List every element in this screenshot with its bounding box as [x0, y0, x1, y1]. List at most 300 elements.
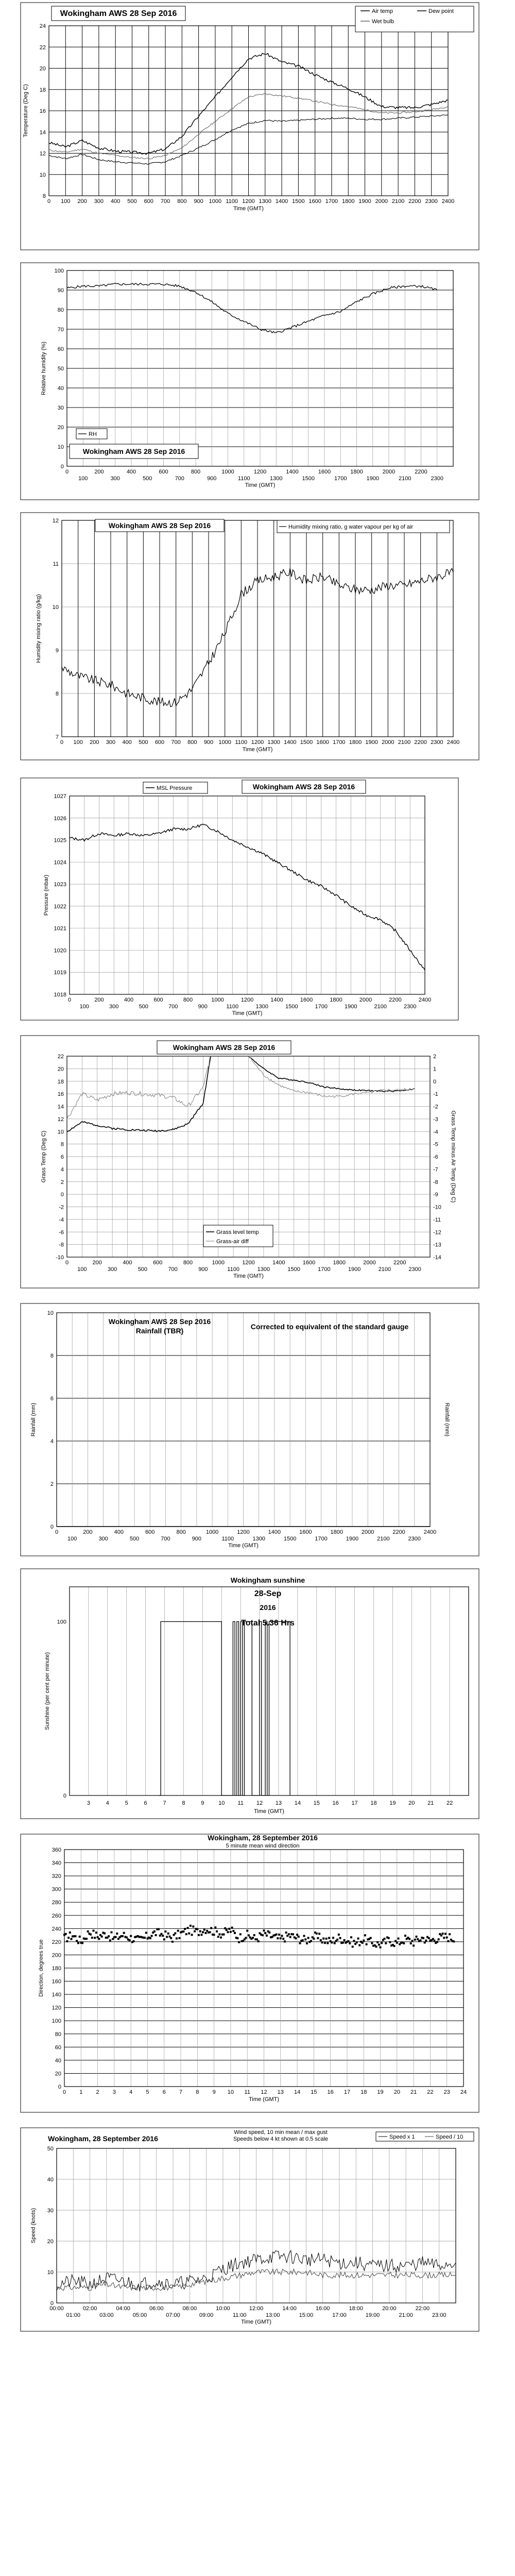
x-tick-label: 0: [67, 997, 72, 1003]
x-tick-label: 2300: [408, 1266, 421, 1273]
x-axis-label: Time (GMT): [254, 1808, 284, 1815]
legend-label: Humidity mixing ratio, g water vapour per kg of air: [288, 524, 414, 530]
x-tick-label: 400: [126, 469, 136, 475]
x-tick-label: 6: [144, 1800, 147, 1806]
y-tick-label: 14: [57, 1104, 64, 1110]
y-tick-label: 10: [39, 172, 46, 178]
x-tick-label: 0: [55, 1529, 59, 1535]
y-tick-label: 1021: [54, 925, 66, 932]
y-tick-label: 9: [55, 648, 59, 654]
direction-point: [227, 1931, 229, 1933]
chart-date: 28-Sep: [254, 1589, 282, 1598]
chart-title: Wokingham AWS 28 Sep 2016: [108, 521, 211, 530]
x-tick-label: 2000: [361, 1529, 374, 1535]
x-tick-label: 17:00: [332, 2312, 347, 2318]
x-tick-label: 20: [408, 1800, 415, 1806]
x-tick-label: 800: [183, 997, 193, 1003]
direction-point: [200, 1934, 202, 1936]
direction-point: [209, 1931, 211, 1933]
x-tick-label: 900: [203, 739, 214, 745]
x-tick-label: 18:00: [349, 2306, 364, 2312]
direction-point: [350, 1936, 352, 1938]
y-tick-label: 160: [52, 1978, 61, 1985]
y-tick-label: 320: [52, 1873, 61, 1880]
direction-point: [226, 1929, 228, 1931]
direction-point: [253, 1934, 255, 1936]
direction-point: [344, 1939, 346, 1941]
direction-point: [216, 1930, 218, 1933]
x-tick-label: 2100: [398, 739, 411, 745]
x-tick-label: 1100: [237, 476, 250, 482]
direction-point: [307, 1937, 310, 1939]
direction-point: [194, 1930, 196, 1933]
chart-title: Wokingham AWS 28 Sep 2016: [173, 1043, 276, 1052]
y2-tick-label: -11: [433, 1216, 441, 1223]
temperature-chart-frame: [21, 3, 479, 250]
direction-point: [446, 1937, 448, 1939]
direction-point: [203, 1929, 205, 1931]
x-tick-label: 2300: [431, 476, 443, 482]
x-tick-label: 2100: [378, 1266, 391, 1273]
y-axis-label: Speed (knots): [30, 2208, 37, 2244]
direction-point: [214, 1926, 216, 1928]
x-tick-label: 5: [125, 1800, 128, 1806]
y-tick-label: 1025: [54, 837, 66, 844]
y-tick-label: 10: [57, 1129, 64, 1136]
direction-point: [236, 1937, 238, 1939]
x-tick-label: 300: [107, 1266, 117, 1273]
direction-point: [210, 1927, 212, 1929]
direction-point: [213, 1934, 215, 1936]
direction-point: [410, 1942, 412, 1944]
direction-point: [232, 1930, 234, 1932]
direction-point: [375, 1945, 377, 1947]
x-tick-label: 1600: [302, 1260, 316, 1266]
x-tick-label: 1500: [292, 198, 305, 205]
direction-point: [417, 1938, 419, 1940]
direction-point: [277, 1937, 279, 1939]
direction-point: [123, 1932, 125, 1934]
y-tick-label: 40: [47, 2177, 54, 2183]
direction-point: [434, 1940, 436, 1942]
x-tick-label: 100: [67, 1536, 77, 1542]
y2-axis-label: Rainfall (mm): [444, 1402, 450, 1437]
y-tick-label: 16: [39, 108, 46, 114]
x-tick-label: 0: [65, 469, 69, 475]
x-tick-label: 1900: [345, 1004, 357, 1010]
x-tick-label: 08:00: [182, 2306, 197, 2312]
direction-point: [93, 1930, 95, 1932]
direction-point: [296, 1934, 298, 1936]
x-tick-label: 12: [256, 1800, 263, 1806]
y-tick-label: 80: [57, 307, 64, 313]
x-tick-label: 18: [360, 2089, 367, 2095]
x-tick-label: 1000: [218, 739, 231, 745]
direction-point: [378, 1944, 380, 1946]
x-tick-label: 2400: [447, 739, 460, 745]
y-tick-label: 1019: [54, 970, 66, 976]
x-tick-label: 18: [370, 1800, 377, 1806]
sunshine-chart-frame: [21, 1569, 479, 1819]
direction-point: [191, 1934, 193, 1936]
x-tick-label: 9: [201, 1800, 204, 1806]
direction-point: [170, 1937, 172, 1939]
direction-point: [281, 1935, 283, 1937]
mixing-ratio-chart-frame: [21, 513, 479, 760]
x-tick-label: 2200: [415, 469, 427, 475]
x-tick-label: 9: [212, 2089, 216, 2095]
x-tick-label: 19: [389, 1800, 396, 1806]
direction-point: [393, 1945, 396, 1947]
y-tick-label: 1020: [54, 947, 66, 954]
direction-point: [115, 1936, 117, 1938]
y-axis-label: Rainfall (mm): [30, 1402, 37, 1437]
direction-point: [182, 1930, 184, 1933]
y-axis-label: Relative humidity (%): [41, 342, 47, 395]
x-tick-label: 01:00: [66, 2312, 81, 2318]
x-tick-label: 1400: [272, 1260, 285, 1266]
chart-title: Wokingham AWS 28 Sep 2016: [252, 783, 355, 791]
x-tick-label: 0: [60, 739, 64, 745]
x-tick-label: 2200: [392, 1529, 405, 1535]
x-tick-label: 100: [73, 739, 83, 745]
direction-point: [192, 1925, 194, 1927]
x-tick-label: 300: [110, 476, 120, 482]
direction-point: [95, 1931, 97, 1934]
direction-point: [144, 1937, 146, 1939]
direction-point: [101, 1936, 103, 1938]
x-tick-label: 1200: [242, 1260, 255, 1266]
x-tick-label: 100: [79, 1004, 89, 1010]
direction-point: [104, 1933, 106, 1935]
x-tick-label: 1500: [285, 1004, 298, 1010]
x-tick-label: 1400: [284, 739, 297, 745]
x-tick-label: 15: [313, 1800, 320, 1806]
x-tick-label: 1800: [350, 469, 363, 475]
y-tick-label: 8: [60, 1141, 64, 1148]
x-tick-label: 700: [168, 1004, 178, 1010]
y-tick-label: 0: [60, 464, 64, 470]
direction-point: [248, 1935, 250, 1937]
direction-point: [336, 1939, 338, 1941]
direction-point: [332, 1937, 334, 1939]
chart-total: Total 5.36 Hrs: [241, 1619, 295, 1628]
x-tick-label: 21: [427, 1800, 434, 1806]
direction-point: [380, 1946, 382, 1948]
direction-point: [223, 1934, 225, 1936]
direction-point: [306, 1942, 308, 1944]
x-tick-label: 100: [61, 198, 71, 205]
direction-point: [268, 1931, 270, 1934]
y-tick-label: 300: [52, 1886, 61, 1893]
y-tick-label: 0: [60, 1192, 64, 1198]
x-tick-label: 3: [87, 1800, 90, 1806]
direction-point: [151, 1935, 153, 1937]
chart-title: Wokingham AWS 28 Sep 2016: [108, 1317, 211, 1326]
legend-label: Grass level temp: [216, 1229, 259, 1235]
direction-point: [202, 1931, 204, 1933]
x-tick-label: 0: [62, 2089, 66, 2095]
direction-point: [295, 1937, 297, 1939]
direction-point: [258, 1940, 260, 1942]
x-tick-label: 1900: [346, 1536, 359, 1542]
y-tick-label: 10: [52, 604, 59, 611]
x-tick-label: 600: [145, 1529, 155, 1535]
x-tick-label: 500: [127, 198, 137, 205]
direction-point: [321, 1941, 323, 1943]
x-tick-label: 1600: [316, 739, 329, 745]
x-tick-label: 09:00: [199, 2312, 214, 2318]
x-tick-label: 15: [311, 2089, 317, 2095]
direction-point: [428, 1937, 430, 1939]
x-tick-label: 900: [192, 1536, 202, 1542]
y-tick-label: 12: [52, 518, 59, 524]
x-tick-label: 12: [261, 2089, 267, 2095]
y-tick-label: 0: [50, 1524, 54, 1530]
x-tick-label: 00:00: [49, 2306, 64, 2312]
y-tick-label: 8: [42, 193, 46, 199]
y2-tick-label: 1: [433, 1066, 437, 1073]
y2-tick-label: -12: [433, 1229, 441, 1236]
direction-point: [422, 1937, 424, 1939]
x-tick-label: 200: [90, 739, 99, 745]
direction-point: [264, 1932, 266, 1934]
x-tick-label: 1200: [241, 997, 254, 1003]
direction-point: [403, 1942, 405, 1944]
direction-point: [302, 1939, 304, 1941]
x-tick-label: 1900: [348, 1266, 361, 1273]
y2-tick-label: 0: [433, 1078, 437, 1085]
direction-point: [442, 1933, 444, 1935]
x-tick-label: 1300: [257, 1266, 270, 1273]
direction-point: [149, 1937, 151, 1939]
x-tick-label: 05:00: [132, 2312, 147, 2318]
y-tick-label: 16: [57, 1091, 64, 1098]
y-tick-label: 100: [57, 1619, 66, 1625]
x-tick-label: 02:00: [82, 2306, 97, 2312]
x-tick-label: 1600: [299, 1529, 312, 1535]
x-tick-label: 2300: [425, 198, 438, 205]
direction-point: [449, 1933, 451, 1935]
direction-point: [362, 1942, 364, 1944]
y2-tick-label: -2: [433, 1104, 438, 1110]
x-tick-label: 2100: [377, 1536, 390, 1542]
direction-point: [424, 1942, 426, 1944]
direction-point: [91, 1937, 93, 1939]
x-tick-label: 13:00: [266, 2312, 280, 2318]
direction-point: [238, 1941, 240, 1943]
direction-point: [366, 1943, 368, 1945]
direction-point: [171, 1941, 174, 1943]
y-tick-label: 20: [57, 425, 64, 431]
direction-point: [313, 1938, 315, 1940]
direction-point: [130, 1935, 132, 1937]
direction-point: [381, 1942, 383, 1944]
direction-point: [282, 1938, 284, 1940]
y-tick-label: 4: [50, 1438, 54, 1445]
y-tick-label: 70: [57, 327, 64, 333]
x-tick-label: 1000: [212, 1260, 225, 1266]
direction-point: [67, 1937, 70, 1939]
direction-point: [217, 1936, 219, 1938]
y-tick-label: 30: [47, 2208, 54, 2214]
x-tick-label: 2400: [423, 1529, 437, 1535]
legend-label: Speed x 1: [389, 2134, 415, 2140]
x-tick-label: 22: [446, 1800, 453, 1806]
x-tick-label: 14:00: [282, 2306, 297, 2312]
x-tick-label: 2000: [382, 469, 396, 475]
direction-point: [438, 1938, 440, 1940]
x-tick-label: 13: [275, 1800, 282, 1806]
direction-point: [443, 1937, 445, 1939]
chart-title: Wokingham, 28 September 2016: [208, 1834, 318, 1842]
y-axis-label: Direction, degrees true: [38, 1939, 44, 1997]
direction-point: [388, 1937, 390, 1939]
y2-tick-label: -1: [433, 1091, 438, 1098]
direction-point: [304, 1938, 306, 1940]
direction-point: [98, 1938, 100, 1940]
direction-point: [228, 1928, 230, 1930]
chart-year: 2016: [260, 1603, 276, 1612]
y-tick-label: 220: [52, 1939, 61, 1945]
direction-point: [187, 1927, 189, 1929]
direction-point: [79, 1936, 81, 1938]
x-axis-label: Time (GMT): [233, 206, 264, 212]
y-axis-label: Humidity mixing ratio (g/kg): [36, 594, 42, 663]
direction-point: [376, 1941, 379, 1943]
x-tick-label: 1200: [242, 198, 255, 205]
y-tick-label: 80: [55, 2031, 61, 2038]
x-tick-label: 800: [176, 1529, 186, 1535]
y-tick-label: 2: [50, 1481, 54, 1487]
x-tick-label: 1300: [267, 739, 280, 745]
direction-point: [353, 1940, 355, 1942]
x-tick-label: 300: [98, 1536, 108, 1542]
legend-label: MSL Pressure: [157, 785, 193, 791]
x-tick-label: 16: [332, 1800, 339, 1806]
direction-point: [109, 1939, 111, 1941]
direction-point: [357, 1938, 359, 1940]
x-tick-label: 200: [92, 1260, 102, 1266]
direction-point: [75, 1935, 77, 1937]
x-tick-label: 100: [78, 476, 88, 482]
direction-point: [177, 1930, 179, 1932]
x-tick-label: 4: [106, 1800, 109, 1806]
x-tick-label: 1200: [237, 1529, 250, 1535]
x-axis-label: Time (GMT): [232, 1010, 263, 1016]
direction-point: [348, 1940, 350, 1942]
y-tick-label: 50: [57, 366, 64, 372]
direction-point: [133, 1940, 135, 1942]
direction-point: [231, 1927, 233, 1929]
y-tick-label: 18: [57, 1078, 64, 1085]
direction-point: [85, 1938, 88, 1940]
x-tick-label: 11: [244, 2089, 250, 2095]
x-tick-label: 1300: [252, 1536, 265, 1542]
x-tick-label: 300: [109, 1004, 119, 1010]
x-tick-label: 1700: [318, 1266, 331, 1273]
x-tick-label: 1000: [209, 198, 222, 205]
x-tick-label: 200: [94, 469, 104, 475]
x-tick-label: 100: [77, 1266, 87, 1273]
y-tick-label: 10: [47, 1310, 54, 1316]
y-tick-label: 0: [50, 2300, 54, 2307]
x-tick-label: 21: [410, 2089, 417, 2095]
direction-point: [289, 1936, 291, 1938]
x-tick-label: 2100: [374, 1004, 387, 1010]
chart-title: Wokingham AWS 28 Sep 2016: [60, 9, 177, 18]
x-tick-label: 600: [159, 469, 168, 475]
x-tick-label: 1100: [226, 198, 238, 205]
x-tick-label: 400: [124, 997, 134, 1003]
direction-point: [245, 1937, 247, 1939]
x-tick-label: 600: [153, 1260, 163, 1266]
x-tick-label: 2200: [408, 198, 421, 205]
y-tick-label: 20: [39, 65, 46, 72]
x-tick-label: 23: [443, 2089, 450, 2095]
x-tick-label: 1100: [227, 1266, 239, 1273]
direction-point: [145, 1932, 147, 1934]
y2-axis-label: Grass Temp minus Air Temp (Deg C): [450, 1110, 456, 1203]
direction-point: [358, 1944, 360, 1946]
x-tick-label: 500: [138, 1266, 148, 1273]
direction-point: [404, 1935, 406, 1937]
y-axis-label: Temperature (Deg C): [23, 84, 29, 138]
x-tick-label: 500: [129, 1536, 140, 1542]
direction-point: [324, 1942, 326, 1944]
x-tick-label: 11:00: [232, 2312, 247, 2318]
x-tick-label: 700: [168, 1266, 178, 1273]
x-tick-label: 1500: [302, 476, 315, 482]
direction-point: [162, 1935, 164, 1937]
direction-point: [87, 1930, 89, 1933]
x-tick-label: 500: [139, 739, 148, 745]
x-tick-label: 800: [183, 1260, 193, 1266]
x-tick-label: 1100: [221, 1536, 234, 1542]
direction-point: [413, 1944, 415, 1946]
chart-note: Corrected to equivalent of the standard gauge: [250, 1323, 409, 1331]
y-axis-label: Sunshine (per cent per minute): [44, 1652, 50, 1731]
direction-point: [384, 1938, 386, 1940]
direction-point: [453, 1940, 455, 1942]
direction-point: [420, 1939, 422, 1941]
y-tick-label: 22: [57, 1054, 64, 1060]
y-tick-label: 140: [52, 1992, 61, 1998]
y-tick-label: 18: [39, 87, 46, 93]
direction-point: [364, 1934, 366, 1936]
direction-point: [440, 1935, 442, 1937]
x-tick-label: 13: [277, 2089, 284, 2095]
y-tick-label: 0: [63, 1793, 66, 1799]
y-axis-label: Grass Temp (Deg C): [41, 1130, 47, 1183]
x-tick-label: 16:00: [315, 2306, 330, 2312]
y-tick-label: 90: [57, 287, 64, 294]
y-tick-label: 20: [57, 1066, 64, 1073]
y-tick-label: 1024: [54, 859, 66, 866]
direction-point: [163, 1938, 165, 1940]
y-tick-label: 1026: [54, 815, 66, 822]
y-tick-label: -6: [59, 1229, 64, 1236]
direction-point: [188, 1933, 190, 1935]
y2-tick-label: -3: [433, 1116, 438, 1123]
direction-point: [116, 1933, 118, 1935]
x-tick-label: 1600: [308, 198, 321, 205]
x-tick-label: 1500: [287, 1266, 300, 1273]
x-tick-label: 300: [94, 198, 104, 205]
x-tick-label: 1800: [333, 1260, 346, 1266]
x-tick-label: 1400: [275, 198, 288, 205]
direction-point: [167, 1933, 169, 1935]
